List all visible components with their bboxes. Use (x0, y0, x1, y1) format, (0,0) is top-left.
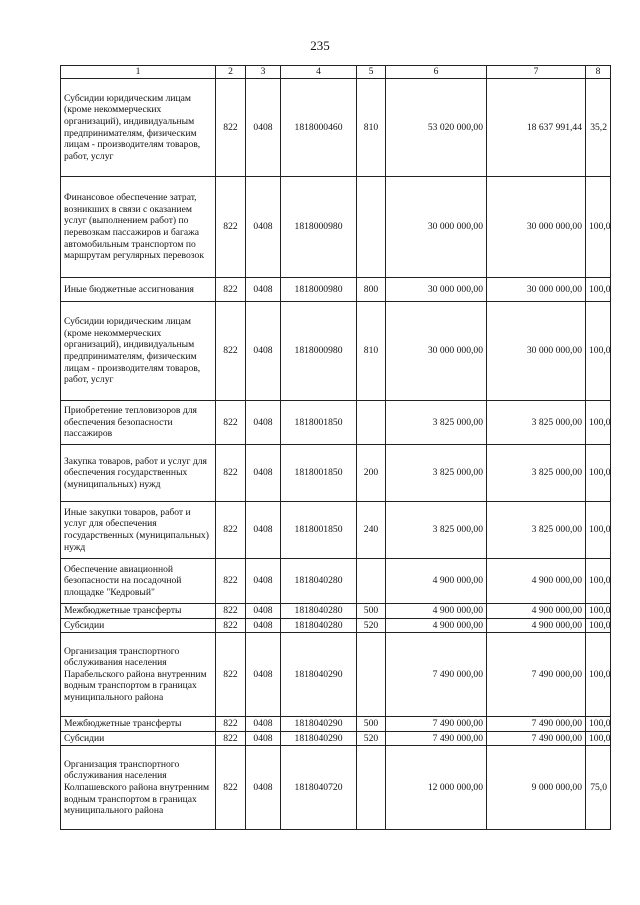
percent-cell: 100,0 (586, 731, 611, 746)
actual-amount-cell: 4 900 000,00 (487, 559, 586, 604)
section-code-cell: 0408 (246, 401, 281, 445)
row-name-cell: Иные бюджетные ассигнования (61, 278, 216, 302)
percent-cell: 100,0 (586, 559, 611, 604)
planned-amount-cell: 7 490 000,00 (386, 731, 487, 746)
row-name-cell: Закупка товаров, работ и услуг для обеспечения государственных (муниципальных) нужд (61, 445, 216, 502)
table-row (61, 604, 611, 619)
section-code-cell: 0408 (246, 445, 281, 502)
column-header: 6 (386, 66, 487, 79)
ministry-code-cell: 822 (216, 502, 246, 559)
expense-type-cell: 800 (357, 278, 386, 302)
column-header: 7 (487, 66, 586, 79)
planned-amount-cell: 30 000 000,00 (386, 302, 487, 401)
expense-type-cell (357, 559, 386, 604)
row-name-cell: Субсидии (61, 731, 216, 746)
planned-amount-cell: 3 825 000,00 (386, 445, 487, 502)
section-code-cell: 0408 (246, 177, 281, 278)
percent-cell: 75,0 (586, 746, 611, 830)
target-article-cell: 1818040290 (281, 717, 357, 732)
section-code-cell: 0408 (246, 633, 281, 717)
planned-amount-cell: 30 000 000,00 (386, 278, 487, 302)
table-row (61, 746, 611, 830)
planned-amount-cell: 4 900 000,00 (386, 618, 487, 633)
ministry-code-cell: 822 (216, 746, 246, 830)
actual-amount-cell: 30 000 000,00 (487, 302, 586, 401)
target-article-cell: 1818001850 (281, 445, 357, 502)
target-article-cell: 1818040290 (281, 731, 357, 746)
section-code-cell: 0408 (246, 559, 281, 604)
ministry-code-cell: 822 (216, 445, 246, 502)
row-name-cell: Обеспечение авиационной безопасности на посадочной площадке "Кедровый" (61, 559, 216, 604)
percent-cell: 35,2 (586, 79, 611, 177)
actual-amount-cell: 7 490 000,00 (487, 717, 586, 732)
expense-type-cell: 500 (357, 717, 386, 732)
table-row (61, 278, 611, 302)
actual-amount-cell: 3 825 000,00 (487, 401, 586, 445)
table-row (61, 559, 611, 604)
expense-type-cell (357, 633, 386, 717)
section-code-cell: 0408 (246, 79, 281, 177)
expense-type-cell: 200 (357, 445, 386, 502)
actual-amount-cell: 4 900 000,00 (487, 604, 586, 619)
column-header: 8 (586, 66, 611, 79)
expense-type-cell: 240 (357, 502, 386, 559)
target-article-cell: 1818000980 (281, 278, 357, 302)
column-header: 5 (357, 66, 386, 79)
table-row (61, 177, 611, 278)
actual-amount-cell: 4 900 000,00 (487, 618, 586, 633)
target-article-cell: 1818000980 (281, 302, 357, 401)
planned-amount-cell: 7 490 000,00 (386, 717, 487, 732)
expense-type-cell (357, 177, 386, 278)
section-code-cell: 0408 (246, 604, 281, 619)
planned-amount-cell: 53 020 000,00 (386, 79, 487, 177)
target-article-cell: 1818001850 (281, 401, 357, 445)
actual-amount-cell: 30 000 000,00 (487, 278, 586, 302)
planned-amount-cell: 7 490 000,00 (386, 633, 487, 717)
actual-amount-cell: 18 637 991,44 (487, 79, 586, 177)
column-header: 1 (61, 66, 216, 79)
ministry-code-cell: 822 (216, 401, 246, 445)
budget-table (60, 65, 611, 830)
actual-amount-cell: 7 490 000,00 (487, 633, 586, 717)
table-body (61, 79, 611, 830)
expense-type-cell: 520 (357, 618, 386, 633)
target-article-cell: 1818040290 (281, 633, 357, 717)
row-name-cell: Межбюджетные трансферты (61, 604, 216, 619)
column-header: 2 (216, 66, 246, 79)
table-row (61, 731, 611, 746)
expense-type-cell: 520 (357, 731, 386, 746)
ministry-code-cell: 822 (216, 731, 246, 746)
percent-cell: 100,0 (586, 177, 611, 278)
planned-amount-cell: 30 000 000,00 (386, 177, 487, 278)
percent-cell: 100,0 (586, 302, 611, 401)
table-row (61, 302, 611, 401)
actual-amount-cell: 3 825 000,00 (487, 445, 586, 502)
ministry-code-cell: 822 (216, 559, 246, 604)
table-row (61, 618, 611, 633)
row-name-cell: Иные закупки товаров, работ и услуг для обеспечения государственных (муниципальных) нужд (61, 502, 216, 559)
ministry-code-cell: 822 (216, 79, 246, 177)
expense-type-cell: 810 (357, 79, 386, 177)
planned-amount-cell: 3 825 000,00 (386, 401, 487, 445)
actual-amount-cell: 3 825 000,00 (487, 502, 586, 559)
section-code-cell: 0408 (246, 302, 281, 401)
target-article-cell: 1818040280 (281, 604, 357, 619)
expense-type-cell: 810 (357, 302, 386, 401)
row-name-cell: Организация транспортного обслуживания населения Колпашевского района внутренним водным транспортом в границах муниципального района (61, 746, 216, 830)
target-article-cell: 1818040280 (281, 618, 357, 633)
target-article-cell: 1818040720 (281, 746, 357, 830)
expense-type-cell (357, 746, 386, 830)
ministry-code-cell: 822 (216, 604, 246, 619)
row-name-cell: Организация транспортного обслуживания населения Парабельского района внутренним водным транспортом в границах муниципального района (61, 633, 216, 717)
column-header: 3 (246, 66, 281, 79)
actual-amount-cell: 7 490 000,00 (487, 731, 586, 746)
section-code-cell: 0408 (246, 502, 281, 559)
percent-cell: 100,0 (586, 618, 611, 633)
section-code-cell: 0408 (246, 278, 281, 302)
table-row (61, 401, 611, 445)
actual-amount-cell: 30 000 000,00 (487, 177, 586, 278)
actual-amount-cell: 9 000 000,00 (487, 746, 586, 830)
ministry-code-cell: 822 (216, 717, 246, 732)
row-name-cell: Приобретение тепловизоров для обеспечения безопасности пассажиров (61, 401, 216, 445)
planned-amount-cell: 3 825 000,00 (386, 502, 487, 559)
expense-type-cell (357, 401, 386, 445)
percent-cell: 100,0 (586, 445, 611, 502)
section-code-cell: 0408 (246, 731, 281, 746)
row-name-cell: Финансовое обеспечение затрат, возникших в связи с оказанием услуг (выполнением работ) по перевозкам пассажиров и багажа автомобильным транспортом по маршрутам регулярных перевозок (61, 177, 216, 278)
section-code-cell: 0408 (246, 746, 281, 830)
row-name-cell: Субсидии юридическим лицам (кроме некоммерческих организаций), индивидуальным предпринимателям, физическим лицам - производителям товаров, работ, услуг (61, 79, 216, 177)
ministry-code-cell: 822 (216, 618, 246, 633)
planned-amount-cell: 12 000 000,00 (386, 746, 487, 830)
page-number: 235 (310, 38, 330, 53)
section-code-cell: 0408 (246, 717, 281, 732)
column-header: 4 (281, 66, 357, 79)
table-row (61, 445, 611, 502)
target-article-cell: 1818001850 (281, 502, 357, 559)
percent-cell: 100,0 (586, 401, 611, 445)
planned-amount-cell: 4 900 000,00 (386, 559, 487, 604)
row-name-cell: Межбюджетные трансферты (61, 717, 216, 732)
ministry-code-cell: 822 (216, 278, 246, 302)
table-row (61, 633, 611, 717)
table-row (61, 79, 611, 177)
ministry-code-cell: 822 (216, 633, 246, 717)
ministry-code-cell: 822 (216, 302, 246, 401)
target-article-cell: 1818000460 (281, 79, 357, 177)
section-code-cell: 0408 (246, 618, 281, 633)
percent-cell: 100,0 (586, 717, 611, 732)
planned-amount-cell: 4 900 000,00 (386, 604, 487, 619)
percent-cell: 100,0 (586, 633, 611, 717)
percent-cell: 100,0 (586, 604, 611, 619)
percent-cell: 100,0 (586, 278, 611, 302)
table-header-row (61, 66, 611, 79)
table-row (61, 502, 611, 559)
ministry-code-cell: 822 (216, 177, 246, 278)
percent-cell: 100,0 (586, 502, 611, 559)
row-name-cell: Субсидии юридическим лицам (кроме некоммерческих организаций), индивидуальным предпринимателям, физическим лицам - производителям товаров, работ, услуг (61, 302, 216, 401)
expense-type-cell: 500 (357, 604, 386, 619)
table-row (61, 717, 611, 732)
target-article-cell: 1818000980 (281, 177, 357, 278)
target-article-cell: 1818040280 (281, 559, 357, 604)
row-name-cell: Субсидии (61, 618, 216, 633)
